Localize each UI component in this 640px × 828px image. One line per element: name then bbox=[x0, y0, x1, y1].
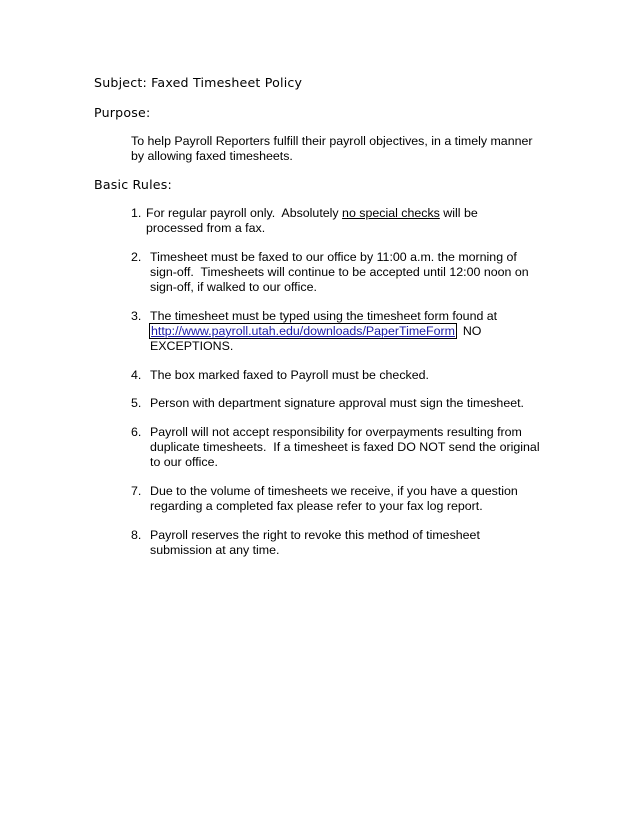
rule-line: Due to the volume of timesheets we receive, if you have a question bbox=[150, 484, 518, 498]
rule-number: 7. bbox=[131, 484, 142, 498]
rule-number: 6. bbox=[131, 425, 142, 439]
rule-line: submission at any time. bbox=[150, 543, 280, 557]
rule-item bbox=[131, 250, 571, 295]
purpose-heading: Purpose: bbox=[94, 105, 151, 120]
purpose-line: To help Payroll Reporters fulfill their payroll objectives, in a timely manner bbox=[131, 134, 533, 148]
rules-list bbox=[131, 206, 571, 558]
paper-time-form-link[interactable]: http://www.payroll.utah.edu/downloads/PaperTimeForm bbox=[151, 324, 455, 338]
rule-item bbox=[131, 368, 571, 383]
rule-line: to our office. bbox=[150, 455, 218, 469]
subject-line: Subject: Faxed Timesheet Policy bbox=[94, 75, 303, 90]
rule-item bbox=[131, 425, 571, 470]
rule-item bbox=[131, 206, 571, 236]
rule-line: The box marked faxed to Payroll must be checked. bbox=[150, 368, 429, 382]
rule-item bbox=[131, 484, 571, 514]
rule-line: regarding a completed fax please refer to your fax log report. bbox=[150, 499, 483, 513]
rule-line: Timesheet must be faxed to our office by 11:00 a.m. the morning of bbox=[150, 250, 517, 264]
rule-text: will be bbox=[439, 206, 478, 220]
rule-line: Person with department signature approval must sign the timesheet. bbox=[150, 396, 524, 410]
rule-text: NO bbox=[455, 324, 482, 338]
rule-line: EXCEPTIONS. bbox=[150, 339, 234, 353]
rule-line: The timesheet must be typed using the timesheet form found at bbox=[150, 309, 498, 323]
rule-item bbox=[131, 396, 571, 411]
rule-number: 1. bbox=[131, 206, 142, 220]
rule-number: 4. bbox=[131, 368, 142, 382]
rule-text: For regular payroll only. Absolutely bbox=[146, 206, 343, 220]
rule-number: 2. bbox=[131, 250, 142, 264]
rule-line: Payroll will not accept responsibility for overpayments resulting from bbox=[150, 425, 522, 439]
purpose-line: by allowing faxed timesheets. bbox=[131, 149, 293, 163]
rule-item bbox=[131, 309, 571, 354]
rule-line bbox=[146, 206, 571, 221]
basic-rules-heading: Basic Rules: bbox=[94, 177, 172, 192]
rule-line: Payroll reserves the right to revoke this method of timesheet bbox=[150, 528, 480, 542]
rule-number: 3. bbox=[131, 309, 142, 323]
rule-emphasis: no special checks bbox=[342, 206, 440, 220]
rule-line: processed from a fax. bbox=[146, 221, 266, 235]
rule-line: sign-off, if walked to our office. bbox=[150, 280, 317, 294]
rule-number: 8. bbox=[131, 528, 142, 542]
rule-item bbox=[131, 528, 571, 558]
rule-number: 5. bbox=[131, 396, 142, 410]
rule-line bbox=[150, 324, 571, 339]
purpose-paragraph bbox=[131, 134, 571, 164]
rule-line: sign-off. Timesheets will continue to be accepted until 12:00 noon on bbox=[150, 265, 529, 279]
rule-line: duplicate timesheets. If a timesheet is faxed DO NOT send the original bbox=[150, 440, 540, 454]
